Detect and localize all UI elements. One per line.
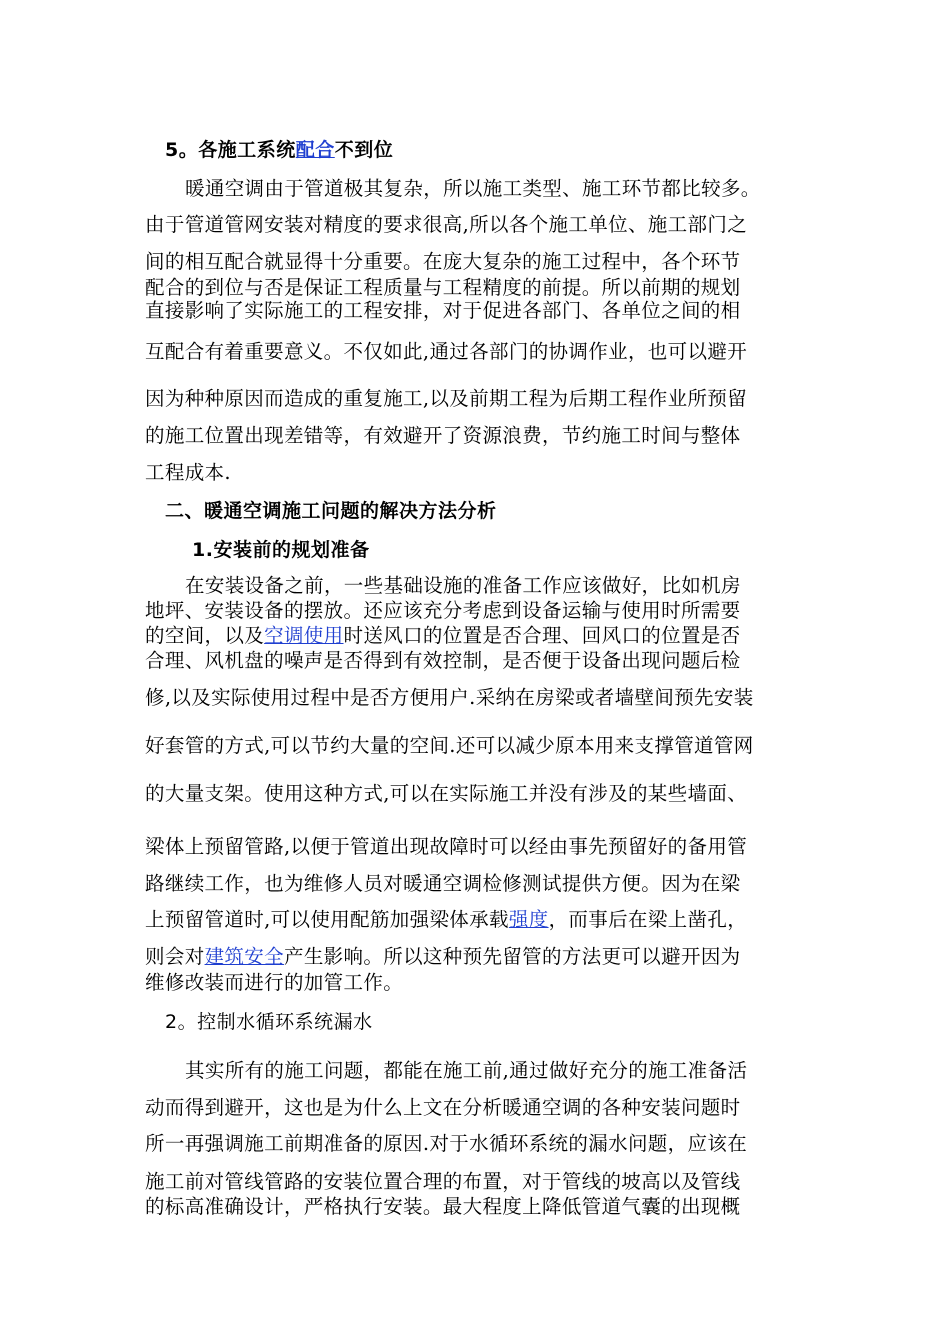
para2-text: 时送风口的位置是否合理、回风口的位置是否 (343, 624, 741, 647)
para2-line: 的大量支架。使用这种方式,可以在实际施工并没有涉及的某些墙面、 (145, 782, 748, 805)
para2-line: 合理、风机盘的噪声是否得到有效控制，是否便于设备出现问题后检 (145, 649, 741, 672)
para1-line: 的施工位置出现差错等，有效避开了资源浪费，节约施工时间与整体 (145, 424, 741, 447)
link-jianzhu-anquan[interactable]: 建筑安全 (204, 945, 284, 968)
para1-line: 配合的到位与否是保证工程质量与工程精度的前提。所以前期的规划 (145, 276, 741, 299)
para3-line: 施工前对管线管路的安装位置合理的布置，对于管线的坡高以及管线 (145, 1170, 741, 1193)
link-qiangdu[interactable]: 强度 (508, 908, 549, 931)
para2-line (145, 907, 747, 933)
para2-text: 则会对 (145, 945, 205, 968)
para1-line: 直接影响了实际施工的工程安排，对于促进各部门、各单位之间的相 (145, 299, 741, 322)
para2-line: 维修改装而进行的加管工作。 (145, 971, 404, 994)
para1-line: 因为种种原因而造成的重复施工,以及前期工程为后期工程作业所预留 (145, 387, 748, 410)
para2-text: 的空间，以及 (145, 624, 265, 647)
para2-line (145, 944, 741, 970)
para1-line: 间的相互配合就显得十分重要。在庞大复杂的施工过程中，各个环节 (145, 250, 741, 273)
para3-line: 动而得到避开，这也是为什么上文在分析暖通空调的各种安装问题时 (145, 1096, 741, 1119)
para2-line: 梁体上预留管路,以便于管道出现故障时可以经由事先预留好的备用管 (145, 835, 748, 858)
para1-line: 工程成本. (145, 461, 231, 484)
para1-line: 互配合有着重要意义。不仅如此,通过各部门的协调作业，也可以避开 (145, 340, 748, 363)
para2-text: ，而事后在梁上凿孔， (548, 908, 748, 931)
para2-text: 上预留管道时,可以使用配筋加强梁体承载 (145, 908, 509, 931)
section-2-heading: 2。控制水循环系统漏水 (165, 1011, 373, 1033)
section-1-heading: 1.安装前的规划准备 (192, 539, 370, 561)
link-peihe[interactable]: 配合 (295, 139, 335, 161)
para3-line: 所一再强调施工前期准备的原因.对于水循环系统的漏水问题，应该在 (145, 1132, 748, 1155)
para2-line: 路继续工作，也为维修人员对暖通空调检修测试提供方便。因为在梁 (145, 872, 741, 895)
para2-line: 在安装设备之前，一些基础设施的准备工作应该做好，比如机房 (185, 574, 741, 597)
para2-text: 产生影响。所以这种预先留管的方法更可以避开因为 (283, 945, 741, 968)
para2-line: 地坪、安装设备的摆放。还应该充分考虑到设备运输与使用时所需要 (145, 599, 741, 622)
para1-line: 由于管道管网安装对精度的要求很高,所以各个施工单位、施工部门之 (145, 213, 748, 236)
heading-text: 不到位 (334, 139, 394, 161)
section-5-heading (165, 137, 393, 163)
para1-line: 暖通空调由于管道极其复杂，所以施工类型、施工环节都比较多。 (185, 177, 761, 200)
part-2-heading: 二、暖通空调施工问题的解决方法分析 (165, 500, 497, 522)
heading-text: 5。各施工系统 (165, 139, 296, 161)
link-kongtiao-shiyong[interactable]: 空调使用 (264, 624, 344, 647)
para3-line: 的标高准确设计，严格执行安装。最大程度上降低管道气囊的出现概 (145, 1195, 741, 1218)
para3-line: 其实所有的施工问题，都能在施工前,通过做好充分的施工准备活 (185, 1059, 748, 1082)
para2-line: 好套管的方式,可以节约大量的空间.还可以减少原本用来支撑管道管网 (145, 734, 754, 757)
para2-line (145, 623, 741, 649)
para2-line: 修,以及实际使用过程中是否方便用户.采纳在房梁或者墙壁间预先安装 (145, 686, 754, 709)
